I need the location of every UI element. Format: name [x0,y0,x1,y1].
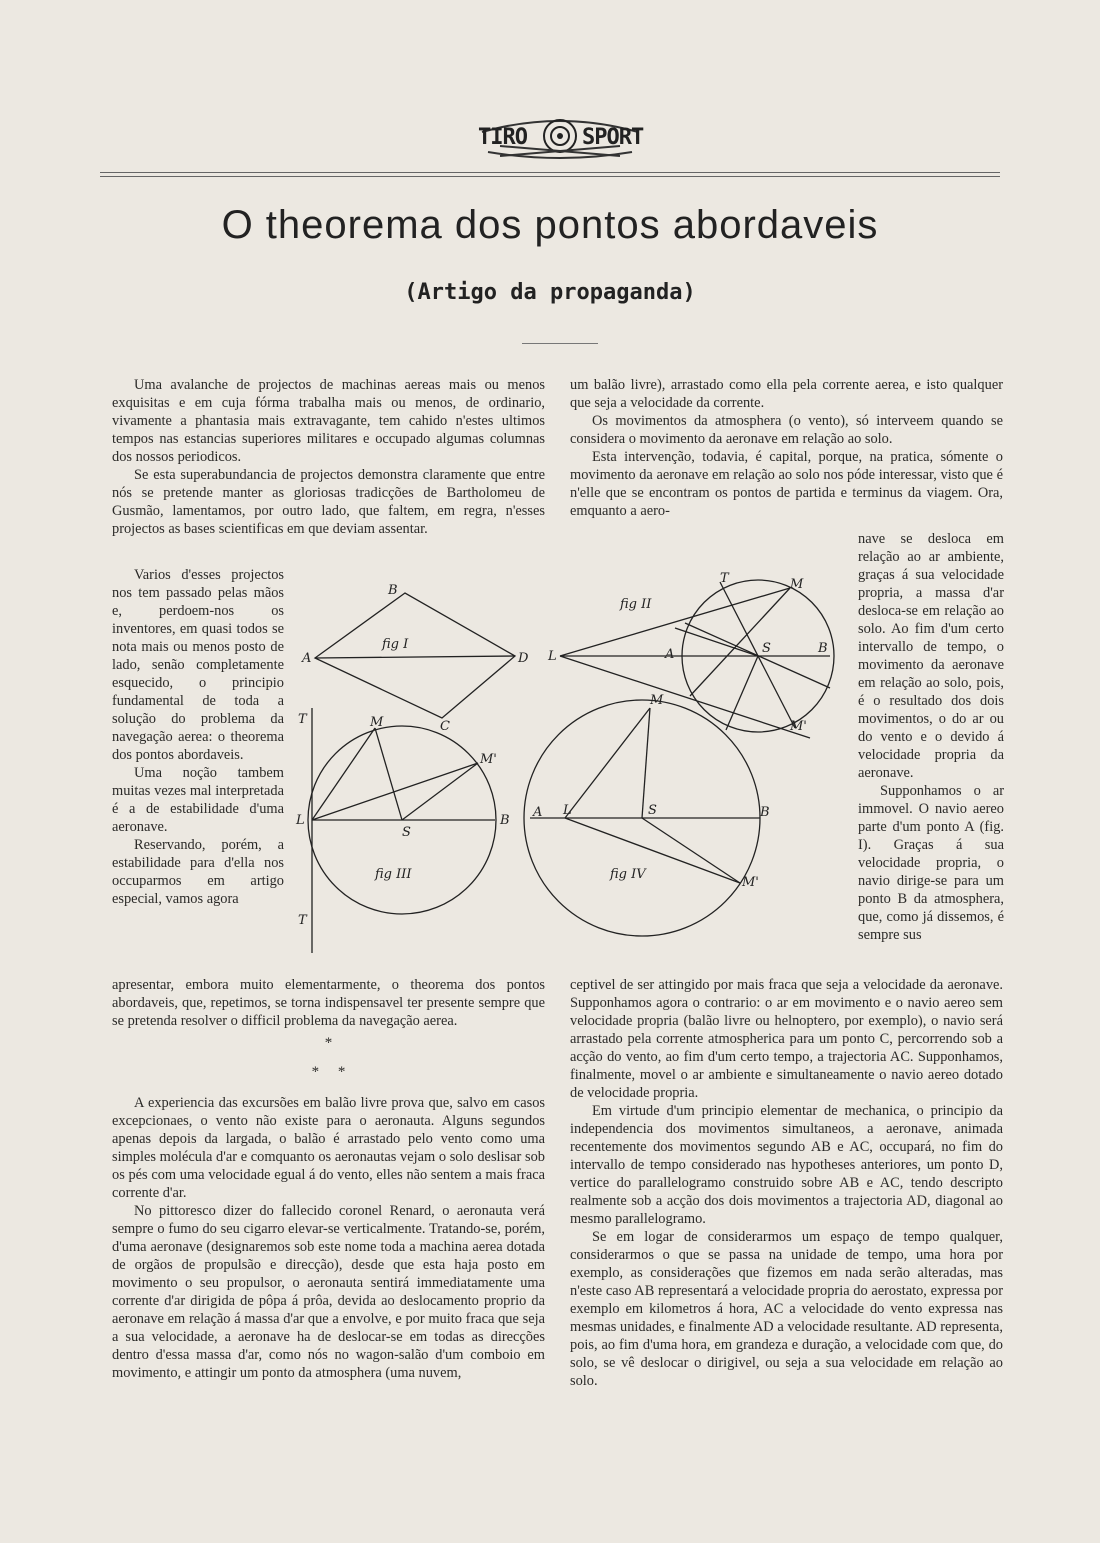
fig4-point-l: L [563,803,572,818]
right-column-top [570,376,1003,520]
fig2-line [690,588,790,696]
fig4-point-m-prime: M' [742,875,759,890]
fig1-point-d: D [518,651,529,666]
paragraph: Supponhamos o ar immovel. O navio aereo parte d'um ponto A (fig. I). Graças á sua velocidade propria, o navio dirige-se para um ponto B da atmosphera, que, como já dissemos, é sempre sus [858,783,1004,943]
fig4-point-m: M [650,693,664,708]
paragraph: ceptivel de ser attingido por mais fraca que seja a velocidade da aeronave. Supponhamos agora o contrario: o ar em movimento e o navio aereo sem velocidade propria (balão livre ou helnoptero, por exemplo), o navio será arrastado pela corrente atmospherica para um ponto C, percorrendo sob a acção do vento, ao fim d'um certo tempo, a trajectoria AC. Supponhamos, finalmente, movel o ar ambiente e simultaneamente o navio aereo dotado de velocidade propria. [570,977,1003,1101]
title-divider [522,343,598,344]
fig3-point-b: B [500,813,510,828]
left-column-narrow [112,566,284,908]
fig3-point-m: M [370,715,384,730]
fig4-line [565,708,650,818]
right-column-bottom [570,976,1003,1390]
left-column-top [112,376,545,538]
fig2-point-m: M [790,577,804,592]
fig4-line [642,818,740,883]
fig3-point-m-prime: M' [480,752,497,767]
fig1-point-b: B [388,583,398,598]
fig4-line [642,708,650,818]
article-title: O theorema dos pontos abordaveis [221,203,879,247]
fig2-tangent-upper [560,588,790,656]
section-break-bottom: * * [311,1064,346,1080]
fig2-point-l: L [548,649,557,664]
paragraph: Uma noção tambem muitas vezes mal interpretada é a de estabilidade d'uma aeronave. [112,765,284,835]
fig4-point-b: B [760,805,770,820]
fig3-point-l: L [296,813,305,828]
fig3-line [402,763,478,820]
fig4-point-a: A [533,805,543,820]
paragraph: nave se desloca em relação ao ar ambiente, graças á sua velocidade propria, a massa d'ar desloca-se em relação ao solo. Ao fim d'um certo intervallo de tempo, o movimento da aeronave em relação ao solo, pois, é o resultado dos dois movimentos, o do ar ou do vento e o devido á velocidade propria da aeronave. [858,531,1004,781]
fig2-point-t: T [720,571,729,586]
paragraph: No pittoresco dizer do fallecido coronel Renard, o aeronauta verá sempre o fumo do seu cigarro elevar-se verticalmente. Tratando-se, porém, d'uma aeronave (designaremos sob este nome toda a machina aerea dotada de orgãos de propulsão e direcção), desde que esta haja posto em movimento o seu propulsor, o aeronauta sentirá immediatamente uma corrente d'ar dirigida de pôpa á prôa, devida ao deslocamento proprio da aeronave em relação á massa d'ar que a envolve, e por muito fraca que seja a sua velocidade, a aeronave ha de deslocar-se em todas as direcções dentro d'essa massa d'ar, como nós no wagon-salão d'um comboio em movimento, e attingir um ponto da atmosphera (uma nuvem, [112,1203,545,1381]
masthead-rule-bottom [100,176,1000,177]
right-column-narrow [858,530,1004,944]
fig3-point-t: T [298,712,307,727]
svg-text:TIRO: TIRO [478,125,527,150]
section-break-top: * [324,1035,333,1051]
fig1-point-a: A [302,651,312,666]
paragraph: A experiencia das excursões em balão livre prova que, salvo em casos excepcionaes, o vento não existe para o aeronauta. Alguns segundos apenas depois da largada, o balão é arrastado pelo vento como uma simples molécula d'ar e comquanto os aeronautas vejam o solo deslisar sob os pés com uma velocidade egual á do vento, elles não sentem a mais fraca corrente d'ar. [112,1095,545,1201]
paragraph: Uma avalanche de projectos de machinas aereas mais ou menos exquisitas e em cuja fórma trabalha mais ou menos, de ordinario, vivamente a phantasia mais extravagante, tem cahido n'estes ultimos tempos nas estancias superiores militares e occupado algumas columnas dos nossos periodicos. [112,377,545,465]
figures-svg [290,568,850,968]
fig1-point-c: C [440,719,450,734]
fig3-point-t-lower: T [298,913,307,928]
paragraph: Reservando, porém, a estabilidade para d'ella nos occuparmos em artigo especial, vamos agora [112,837,284,907]
fig2-label: fig II [620,597,652,612]
paragraph: Em virtude d'um principio elementar de mechanica, o principio da independencia dos movimentos simultaneos, a aeronave, animada recentemente dos movimentos segundo AB e AC, occupará, no fim do intervallo de tempo considerado nas hypotheses anteriores, um ponto D, vertice do parallelogramo construido sobre AB e AC, tendo descripto realmente sob a acção dos dois movimentos a trajectoria AD, diagonal ao mesmo parallelogramo. [570,1103,1003,1227]
paragraph: Varios d'esses projectos nos tem passado pelas mãos e, perdoem-nos os inventores, em quasi todos se nota mais ou menos posto de lado, senão completamente esquecido, o principio fundamental de toda a solução do problema da navegação aerea: o theorema dos pontos abordaveis. [112,567,284,763]
left-column-bottom [112,976,545,1382]
paragraph: Os movimentos da atmosphera (o vento), só interveem quando se considera o movimento da aeronave em relação ao solo. [570,413,1003,447]
svg-text:SPORT: SPORT [582,125,644,150]
fig3-line [312,728,375,820]
fig2-point-a: A [665,647,675,662]
paragraph: um balão livre), arrastado como ella pela corrente aerea, e isto qualquer que seja a velocidade da corrente. [570,377,1003,411]
fig4-label: fig IV [610,867,646,882]
paragraph: apresentar, embora muito elementarmente, o theorema dos pontos abordaveis, que, repetimos, se torna indispensavel ter presente sempre que se pretenda resolver o difficil problema da navegação aerea. [112,977,545,1029]
masthead-rule-top [100,172,1000,173]
fig3-point-s: S [402,825,411,840]
fig2-point-b: B [818,641,828,656]
fig1-label: fig I [382,637,409,652]
fig2-tangent-lower [560,656,810,738]
fig3-line [312,763,478,820]
article-subtitle: (Artigo da propaganda) [404,280,696,305]
fig3-label: fig III [375,867,412,882]
fig4-point-s: S [648,803,657,818]
fig3-line [375,728,402,820]
figure-labels [295,571,828,928]
fig2-point-m-prime: M' [790,719,807,734]
masthead-logo [470,112,650,164]
paragraph: Esta intervenção, todavia, é capital, porque, na pratica, sómente o movimento da aeronave em relação ao solo nos póde interessar, visto que é n'elle que se encontram os pontos de partida e terminus da viagem. Ora, emquanto a aero- [570,449,1003,519]
fig4-line [565,818,740,883]
geometry-figures [290,568,850,968]
fig1-diagonal [315,656,515,658]
fig1-parallelogram [315,593,515,718]
paragraph: Se esta superabundancia de projectos demonstra claramente que entre nós se pretende manter as gloriosas tradicções de Bartholomeu de Gusmão, lamentamos, por outro lado, que faltem, em regra, n'esses projectos as bases scientificas em que deviam assentar. [112,467,545,537]
paragraph: Se em logar de considerarmos um espaço de tempo qualquer, considerarmos o que se passa na unidade de tempo, uma hora por exemplo, as considerações que fizemos em nada serão alteradas, mas n'este caso AB representará a velocidade propria do aerostato, expressa por exemplo em kilometros á hora, AC a velocidade do vento expressa nas mesmas unidades, e finalmente AD a velocidade resultante. AD representa, pois, ao fim d'uma hora, em grandeza e duração, a velocidade com que, do solo, se vê deslocar o dirigivel, ou seja a sua velocidade em relação ao solo. [570,1229,1003,1389]
fig2-point-s: S [762,641,771,656]
